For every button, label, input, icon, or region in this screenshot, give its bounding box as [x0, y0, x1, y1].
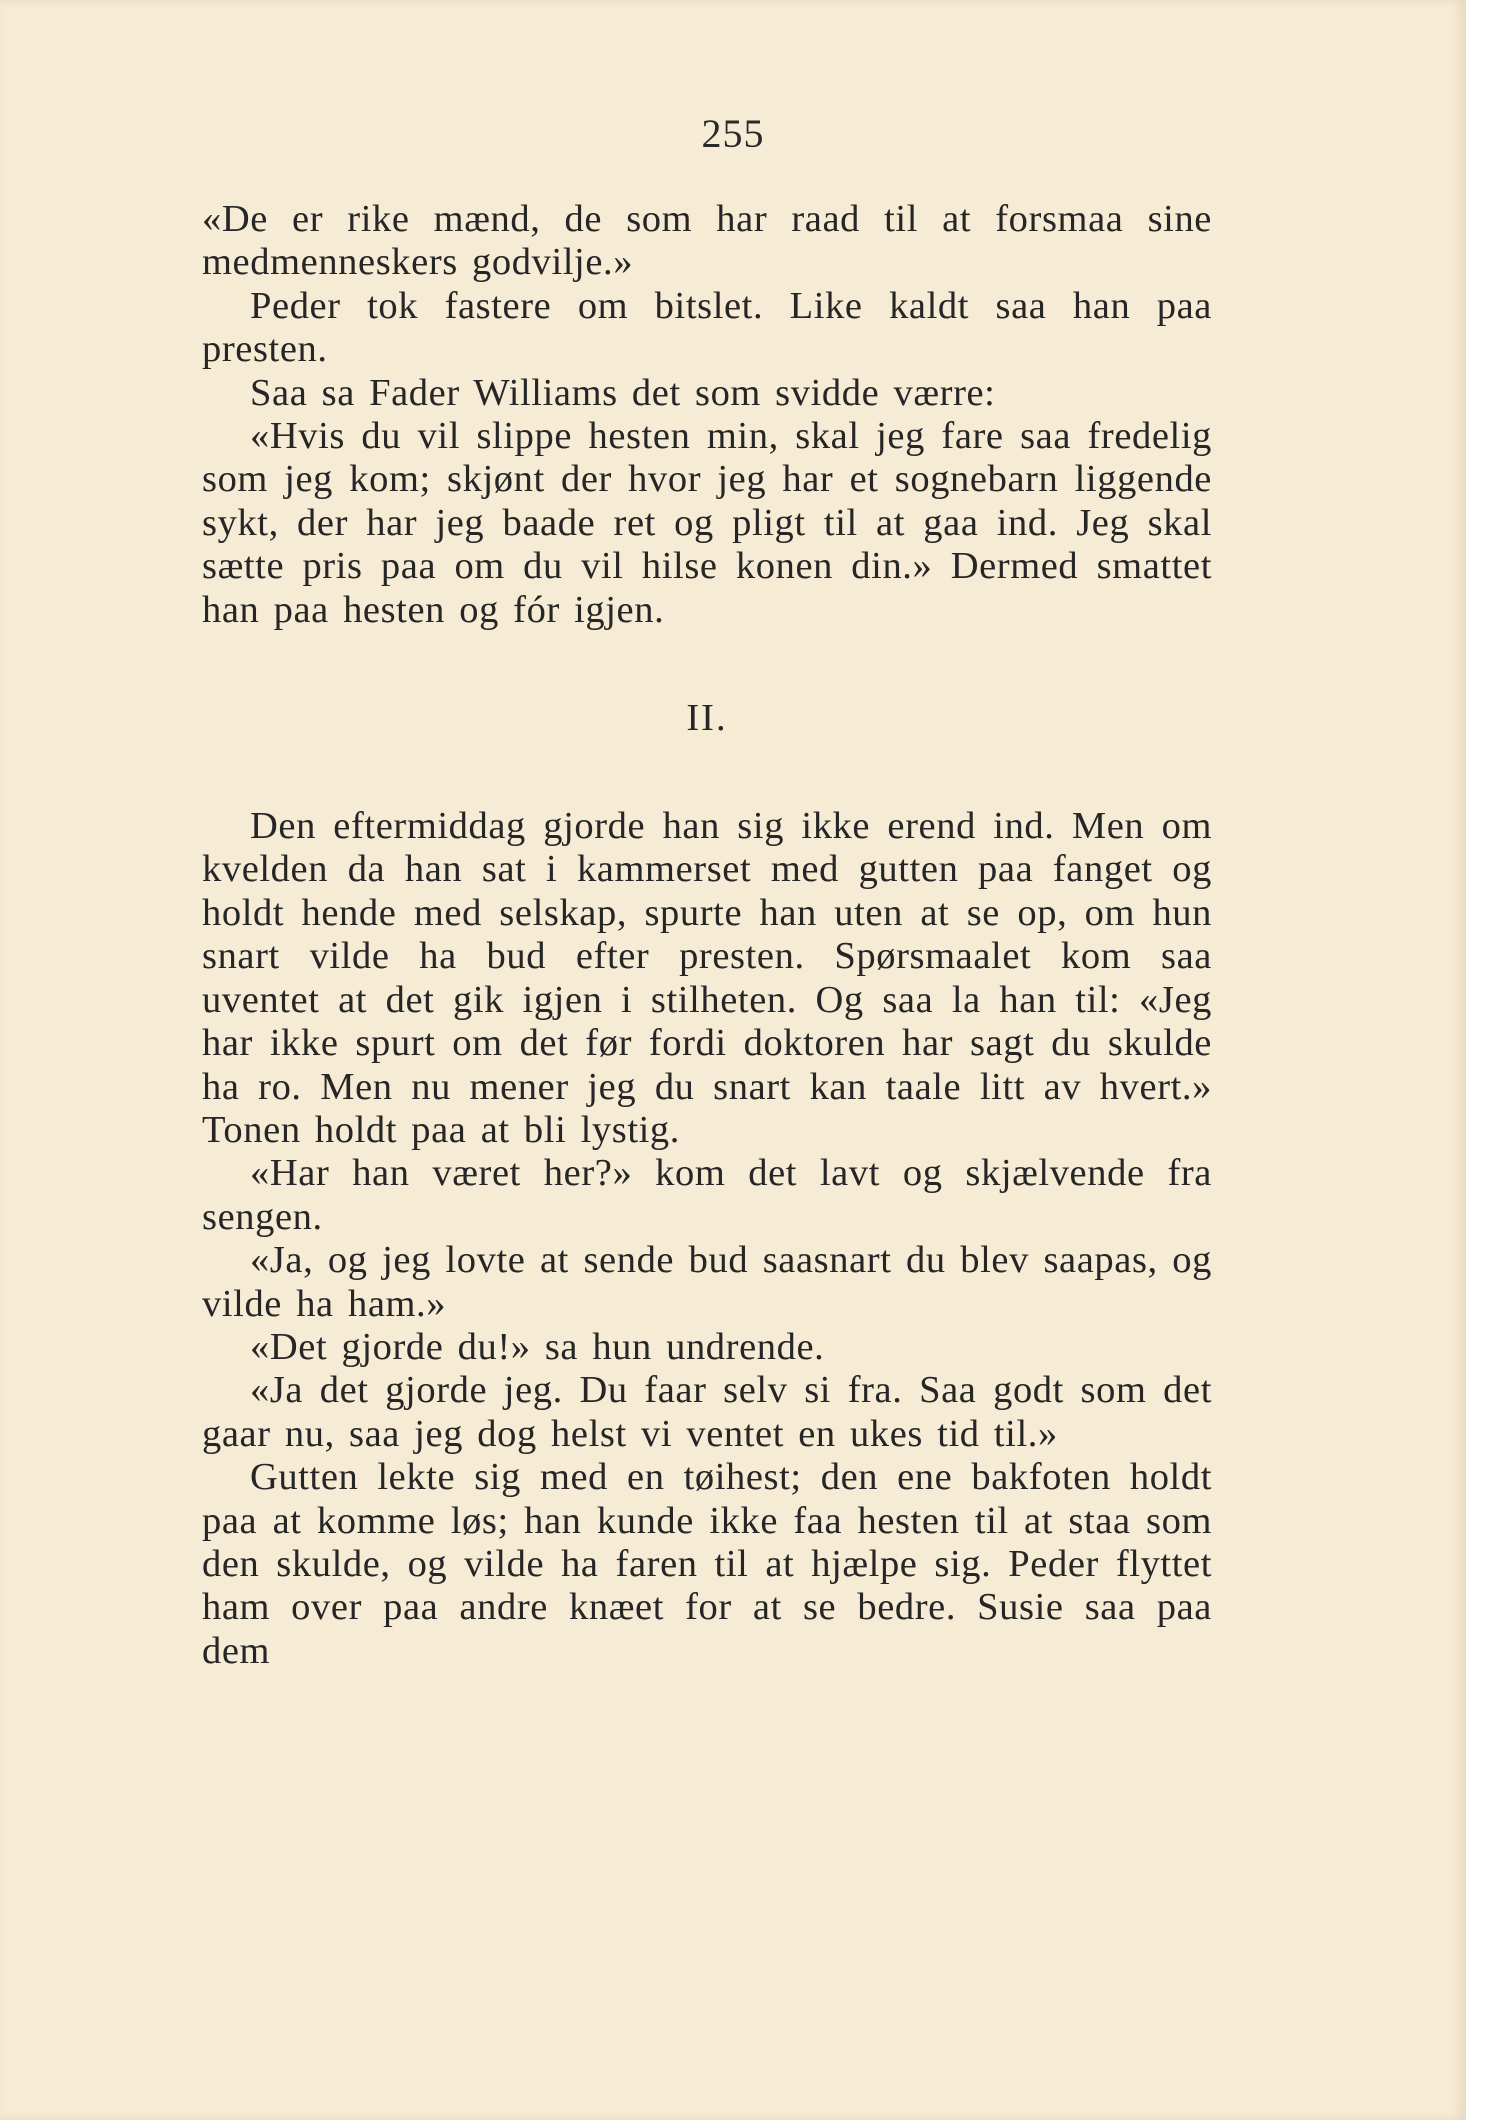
paragraph: Peder tok fastere om bitslet. Like kaldt saa han paa presten. [202, 284, 1212, 371]
paragraph: Gutten lekte sig med en tøihest; den ene bakfoten holdt paa at komme løs; han kunde ikke faa hesten til at staa som den skulde, og vilde ha faren til at hjælpe sig. Peder flyttet ham over paa andre knæet for at se bedre. Susie saa paa dem [202, 1456, 1212, 1672]
section-heading: II. [686, 697, 728, 740]
paragraph: «Ja det gjorde jeg. Du faar selv si fra. Saa godt som det gaar nu, saa jeg dog helst vi ventet en ukes tid til.» [202, 1369, 1212, 1455]
paragraph: Saa sa Fader Williams det som svidde værre: [250, 371, 996, 414]
paragraph: «Har han været her?» kom det lavt og skjælvende fra sengen. [202, 1152, 1212, 1238]
scan-background [1463, 0, 1504, 2120]
paragraph: «De er rike mænd, de som har raad til at forsmaa sine medmenneskers godvilje.» [202, 198, 1212, 284]
page-number: 255 [701, 111, 765, 156]
paragraph: «Hvis du vil slippe hesten min, skal jeg fare saa fredelig som jeg kom; skjønt der hvor jeg har et sognebarn liggende sykt, der har jeg baade ret og pligt til at gaa ind. Jeg skal sætte pris paa om du vil hilse konen din.» Dermed smattet han paa hesten og fór igjen. [202, 415, 1212, 631]
paragraph: «Ja, og jeg lovte at sende bud saasnart du blev saapas, og vilde ha ham.» [202, 1239, 1212, 1325]
paragraph: Den eftermiddag gjorde han sig ikke erend ind. Men om kvelden da han sat i kammerset med gutten paa fanget og holdt hende med selskap, spurte han uten at se op, om hun snart vilde ha bud efter presten. Spørsmaalet kom saa uventet at det gik igjen i stilheten. Og saa la han til: «Jeg har ikke spurt om det før fordi doktoren har sagt du skulde ha ro. Men nu mener jeg du snart kan taale litt av hvert.» Tonen holdt paa at bli lystig. [202, 805, 1212, 1151]
body-text [202, 198, 1212, 1673]
paragraph: «Det gjorde du!» sa hun undrende. [250, 1325, 825, 1368]
